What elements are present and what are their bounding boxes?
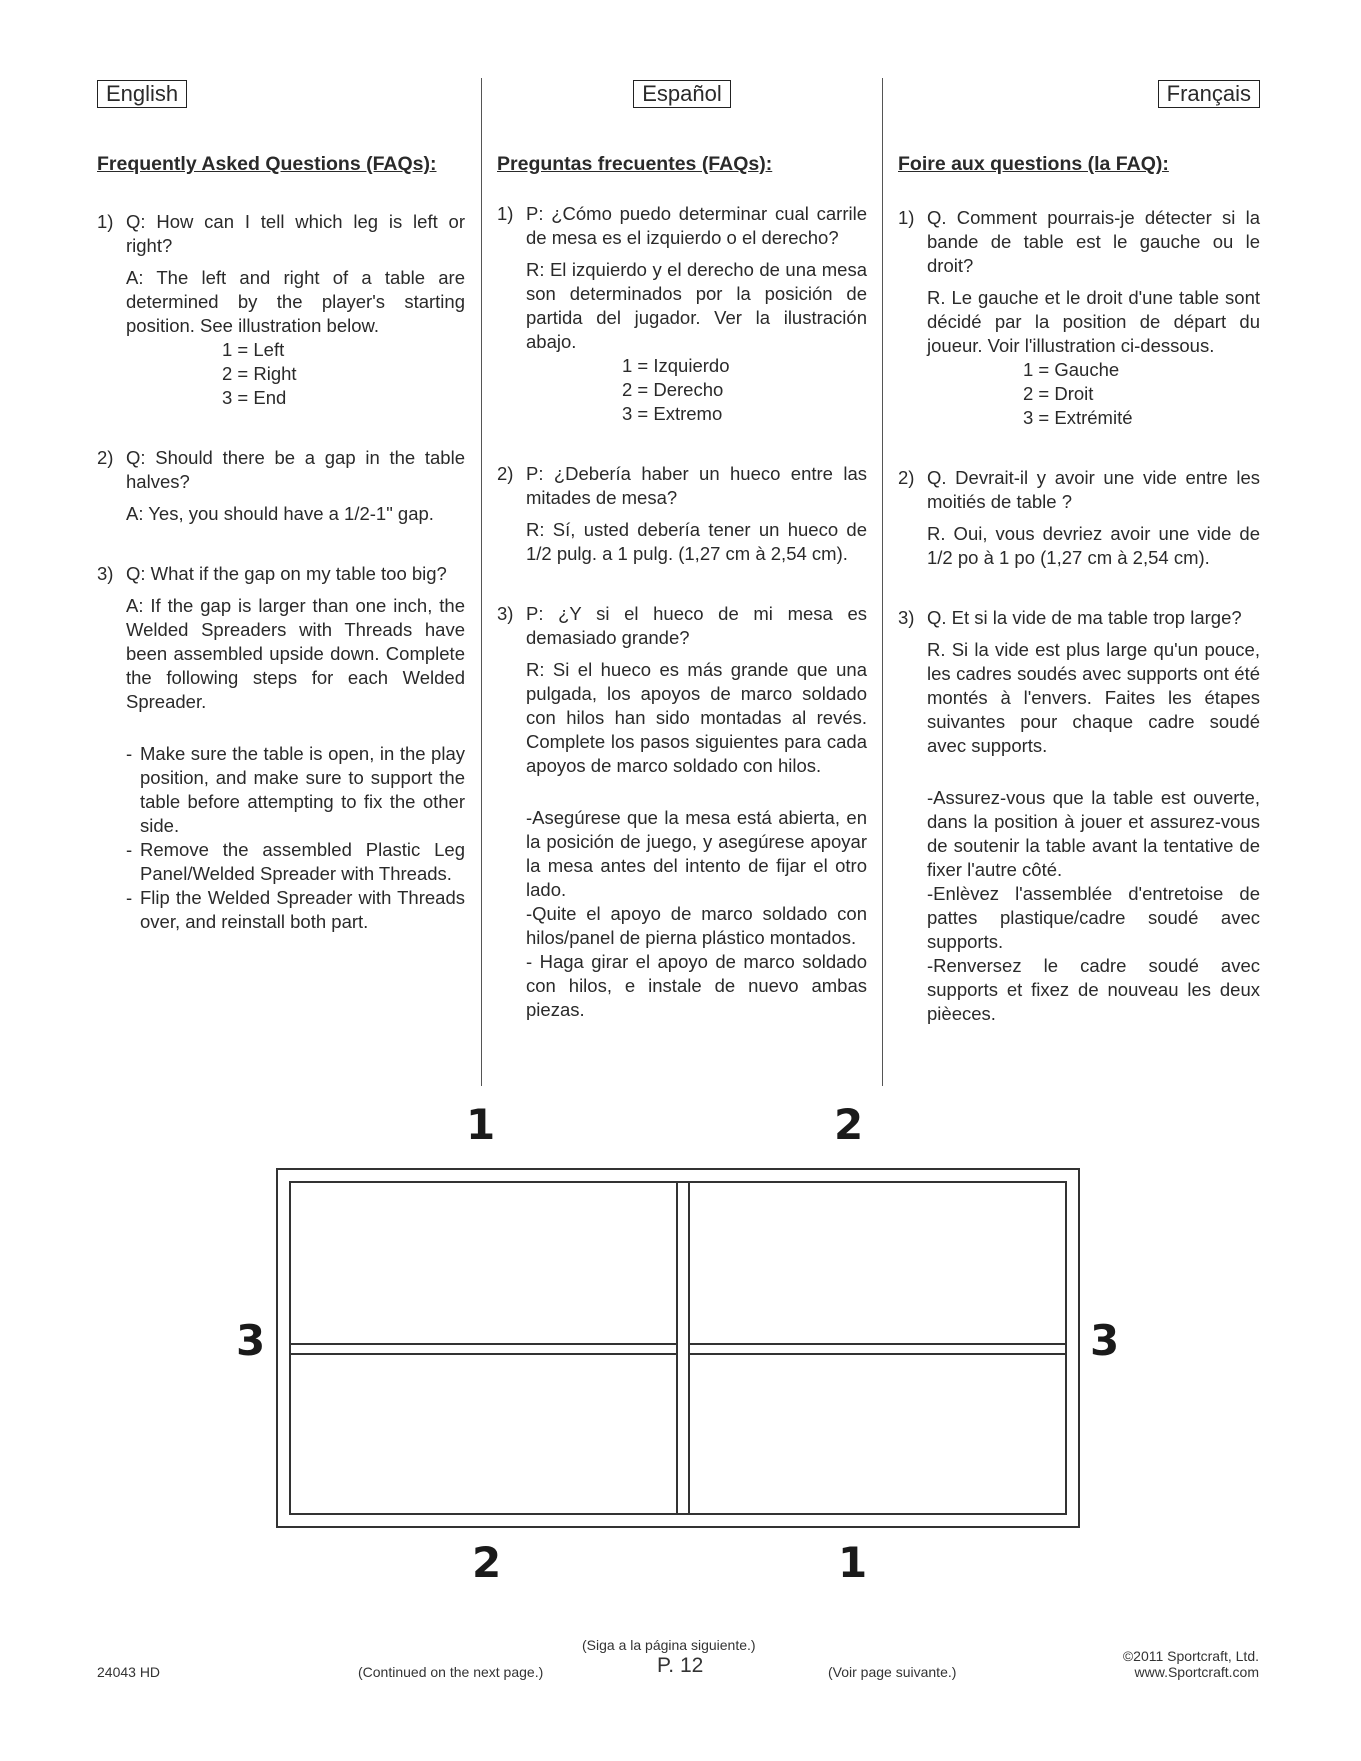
continued-french: (Voir page suivante.) xyxy=(828,1664,957,1680)
question-text: Q: How can I tell which leg is left or right? xyxy=(126,211,465,256)
question-number: 2) xyxy=(898,467,915,488)
question-text: Q: Should there be a gap in the table halves? xyxy=(126,447,465,492)
model-number: 24043 HD xyxy=(97,1664,161,1680)
step-item: -Enlèvez l'assemblée d'entretoise de pattes plastique/cadre soudé avec supports. xyxy=(927,883,1260,952)
answer-text: A: If the gap is larger than one inch, the Welded Spreaders with Threads have been assembled upside down. Complete the following steps for each Welded Spreader. xyxy=(126,595,465,712)
question-text: Q: What if the gap on my table too big? xyxy=(126,563,447,584)
side-legend-list xyxy=(1023,358,1260,430)
spanish-question-3 xyxy=(497,602,867,1022)
legend-item-left: 1 = Izquierdo xyxy=(622,355,730,376)
legend-item-right: 2 = Right xyxy=(222,363,297,384)
table-net xyxy=(676,1181,690,1515)
french-column xyxy=(898,80,1260,1062)
side-legend-list xyxy=(222,338,465,410)
diagram-label-right-end: 3 xyxy=(1090,1316,1120,1365)
step-list xyxy=(526,806,867,1022)
english-faq-title: Frequently Asked Questions (FAQs): xyxy=(97,153,437,175)
answer-text: R. Oui, vous devriez avoir une vide de 1/2 po à 1 po (1,27 cm à 2,54 cm). xyxy=(927,523,1260,568)
website: www.Sportcraft.com xyxy=(1134,1664,1259,1680)
column-divider-left xyxy=(481,78,482,1086)
question-text: P: ¿Debería haber un hueco entre las mitades de mesa? xyxy=(526,463,867,508)
question-number: 1) xyxy=(97,211,114,232)
step-item: - Haga girar el apoyo de marco soldado con hilos, e instale de nuevo ambas piezas. xyxy=(526,951,867,1020)
english-column xyxy=(97,80,465,970)
question-number: 3) xyxy=(97,563,114,584)
step-item: - Remove the assembled Plastic Leg Panel/Welded Spreader with Threads. xyxy=(126,839,465,884)
answer-text: R. Si la vide est plus large qu'un pouce, les cadres soudés avec supports ont été montés à l'envers. Faites les étapes suivantes pour chaque cadre soudé avec supports. xyxy=(927,639,1260,756)
diagram-label-top-right: 2 xyxy=(834,1100,864,1149)
answer-text: R: El izquierdo y el derecho de una mesa son determinados por la posición de partida del jugador. Ver la ilustración abajo. xyxy=(526,259,867,352)
answer-text: R: Si el hueco es más grande que una pulgada, los apoyos de marco soldado con hilos han sido montadas al revés. Complete los pasos siguientes para cada apoyos de marco soldado con hilos. xyxy=(526,659,867,776)
diagram-label-left-end: 3 xyxy=(236,1316,266,1365)
legend-item-right: 2 = Droit xyxy=(1023,383,1094,404)
legend-item-right: 2 = Derecho xyxy=(622,379,724,400)
legend-item-end: 3 = End xyxy=(222,387,287,408)
spanish-column xyxy=(497,80,867,1058)
french-question-3 xyxy=(898,606,1260,1026)
french-language-label: Français xyxy=(1158,80,1260,108)
legend-item-left: 1 = Left xyxy=(222,339,285,360)
legend-item-end: 3 = Extrémité xyxy=(1023,407,1133,428)
question-text: P: ¿Y si el hueco de mi mesa es demasiado grande? xyxy=(526,603,867,648)
question-number: 3) xyxy=(898,607,915,628)
step-item: -Asegúrese que la mesa está abierta, en la posición de juego, y asegúrese apoyar la mesa antes del intento de fijar el otro lado. xyxy=(526,807,867,900)
center-line-right-half xyxy=(690,1343,1065,1355)
center-line-left-half xyxy=(291,1343,676,1355)
continued-spanish: (Siga a la página siguiente.) xyxy=(582,1637,756,1653)
diagram-label-top-left: 1 xyxy=(466,1100,496,1149)
question-number: 3) xyxy=(497,603,514,624)
answer-text: A: The left and right of a table are determined by the player's starting position. See illustration below. xyxy=(126,267,465,336)
side-legend-list xyxy=(622,354,867,426)
english-question-2 xyxy=(97,446,465,526)
diagram-label-bottom-right: 1 xyxy=(838,1538,868,1587)
step-item: -Renversez le cadre soudé avec supports et fixez de nouveau les deux pièeces. xyxy=(927,955,1260,1024)
question-number: 1) xyxy=(898,207,915,228)
question-number: 2) xyxy=(497,463,514,484)
french-question-1 xyxy=(898,206,1260,430)
step-list xyxy=(927,786,1260,1026)
table-diagram xyxy=(276,1168,1080,1528)
column-divider-right xyxy=(882,78,883,1086)
step-item: -Quite el apoyo de marco soldado con hilos/panel de pierna plástico montados. xyxy=(526,903,867,948)
english-question-3 xyxy=(97,562,465,934)
spanish-question-2 xyxy=(497,462,867,566)
continued-english: (Continued on the next page.) xyxy=(358,1664,544,1680)
question-text: Q. Devrait-il y avoir une vide entre les moitiés de table ? xyxy=(927,467,1260,512)
question-text: Q. Comment pourrais-je détecter si la bande de table est le gauche ou le droit? xyxy=(927,207,1260,276)
legend-item-end: 3 = Extremo xyxy=(622,403,723,424)
answer-text: R. Le gauche et le droit d'une table sont décidé par la position de départ du joueur. Voir l'illustration ci-dessous. xyxy=(927,287,1260,356)
french-question-2 xyxy=(898,466,1260,570)
answer-text: A: Yes, you should have a 1/2-1" gap. xyxy=(126,503,434,524)
spanish-faq-title: Preguntas frecuentes (FAQs): xyxy=(497,153,773,175)
step-item: -Assurez-vous que la table est ouverte, dans la position à jouer et assurez-vous de soutenir la table avant la tentative de fixer l'autre côté. xyxy=(927,787,1260,880)
question-number: 2) xyxy=(97,447,114,468)
question-text: P: ¿Cómo puedo determinar cual carrile de mesa es el izquierdo o el derecho? xyxy=(526,203,867,248)
english-language-label: English xyxy=(97,80,187,108)
answer-text: R: Sí, usted debería tener un hueco de 1/2 pulg. a 1 pulg. (1,27 cm à 2,54 cm). xyxy=(526,519,867,564)
step-item: - Flip the Welded Spreader with Threads over, and reinstall both part. xyxy=(126,887,465,932)
spanish-language-label: Español xyxy=(633,80,731,108)
spanish-question-1 xyxy=(497,202,867,426)
step-list xyxy=(126,742,465,934)
diagram-label-bottom-left: 2 xyxy=(472,1538,502,1587)
table-surface xyxy=(289,1181,1067,1515)
french-faq-title: Foire aux questions (la FAQ): xyxy=(898,153,1169,175)
copyright: ©2011 Sportcraft, Ltd. xyxy=(1122,1648,1259,1664)
english-question-1 xyxy=(97,210,465,410)
step-item: - Make sure the table is open, in the play position, and make sure to support the table before attempting to fix the other side. xyxy=(126,743,465,836)
question-number: 1) xyxy=(497,203,514,224)
question-text: Q. Et si la vide de ma table trop large? xyxy=(927,607,1242,628)
page-number: P. 12 xyxy=(657,1654,704,1677)
legend-item-left: 1 = Gauche xyxy=(1023,359,1120,380)
